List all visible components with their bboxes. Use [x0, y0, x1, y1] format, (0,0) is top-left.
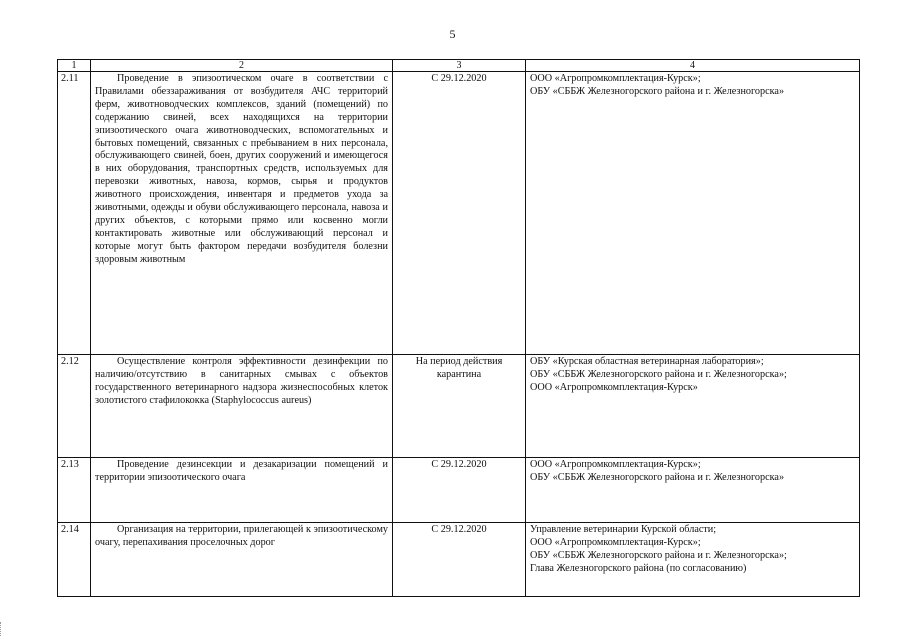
measure-text: Проведение в эпизоотическом очаге в соответствии с Правилами обеззараживания от возбудителя АЧС территорий ферм, животноводческих комплексов, зданий (помещений) по содержанию свиней, всех находящихся на территории эпизоотического очага животноводческих, вспомогательных и бытовых помещений, связанных с пребыванием в них персонала, обслуживающего свиней, боен, других сооружений и имеющегося в них оборудования, транспортных средств, используемых для перевозки животных, навоза, кормов, сырья и продуктов животного происхождения, инвентаря и предметов ухода за животными, одежды и обуви обслуживающего персонала, навоза и других объектов, с которыми прямо или косвенно могли контактировать животные или обслуживающий персонал и которые могут быть фактором передачи возбудителя болезни здоровым животным: [95, 73, 388, 265]
header-col-4: 4: [526, 60, 860, 72]
header-col-3: 3: [393, 60, 526, 72]
measure-text: Организация на территории, прилегающей к эпизоотическому очагу, перепахивания проселочных дорог: [95, 524, 388, 548]
date-cell: С 29.12.2020: [393, 458, 526, 523]
measures-table: [57, 59, 860, 597]
page-number: 5: [449, 27, 456, 41]
header-col-1: 1: [58, 60, 91, 72]
header-row: [58, 60, 860, 72]
responsible-line: Управление ветеринарии Курской области;: [530, 524, 717, 535]
row-number: 2.11: [58, 72, 91, 355]
responsible-line: ООО «Агропромкомплектация-Курск»;: [530, 459, 701, 470]
responsible-line: ОБУ «СББЖ Железногорского района и г. Железногорска»;: [530, 368, 787, 380]
date-cell: С 29.12.2020: [393, 72, 526, 355]
table-row: [58, 72, 860, 355]
row-number: 2.12: [58, 355, 91, 458]
table-row: [58, 523, 860, 597]
responsible-line: ОБУ «СББЖ Железногорского района и г. Железногорска»: [530, 471, 785, 483]
responsible-line: ООО «Агропромкомплектация-Курск»;: [530, 73, 701, 84]
measure-cell: [91, 458, 393, 523]
responsible-cell: [526, 458, 860, 523]
measure-text: Осуществление контроля эффективности дезинфекции по наличию/отсутствию в санитарных смывах с объектов государственного ветеринарного надзора жизнеспособных клеток золотистого стафилококка (Staphylococcus aureus): [95, 356, 388, 406]
responsible-line: ОБУ «СББЖ Железногорского района и г. Железногорска»;: [530, 549, 787, 561]
responsible-line: ООО «Агропромкомплектация-Курск»: [530, 381, 698, 393]
responsible-cell: [526, 72, 860, 355]
measure-cell: [91, 72, 393, 355]
responsible-line: ОБУ «СББЖ Железногорского района и г. Железногорска»: [530, 85, 785, 97]
measure-cell: [91, 355, 393, 458]
table-row: [58, 355, 860, 458]
responsible-line: Глава Железногорского района (по согласованию): [530, 562, 747, 574]
table-row: [58, 458, 860, 523]
date-cell: С 29.12.2020: [393, 523, 526, 597]
responsible-line: ОБУ «Курская областная ветеринарная лаборатория»;: [530, 356, 764, 367]
row-number: 2.14: [58, 523, 91, 597]
scan-artifact: [0, 622, 7, 636]
row-number: 2.13: [58, 458, 91, 523]
responsible-line: ООО «Агропромкомплектация-Курск»;: [530, 536, 701, 548]
header-col-2: 2: [91, 60, 393, 72]
measure-cell: [91, 523, 393, 597]
date-cell: На период действия карантина: [393, 355, 526, 458]
responsible-cell: [526, 523, 860, 597]
responsible-cell: [526, 355, 860, 458]
measure-text: Проведение дезинсекции и дезакаризации помещений и территории эпизоотического очага: [95, 459, 388, 483]
